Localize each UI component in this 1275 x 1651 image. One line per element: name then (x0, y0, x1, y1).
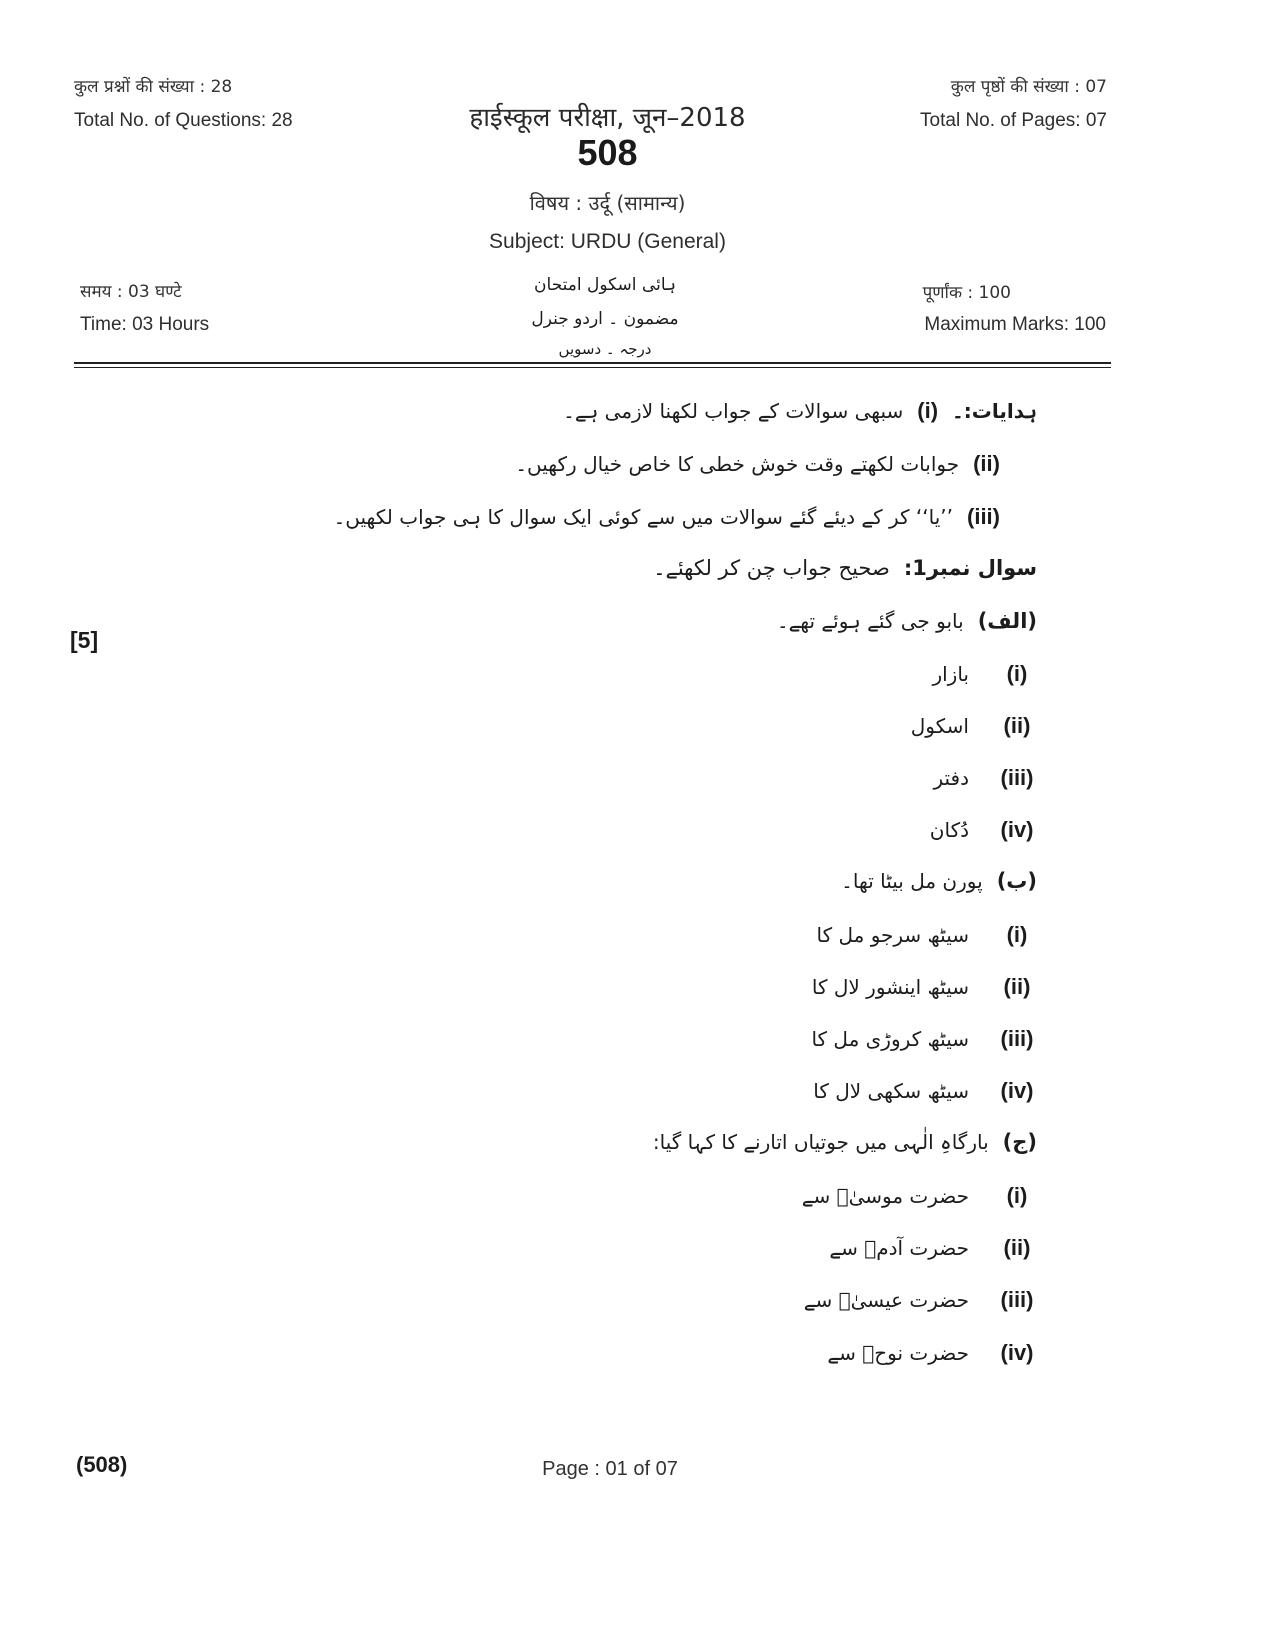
header-rule-bottom (74, 367, 1111, 368)
option-text: سیٹھ سکھی لال کا (813, 1079, 969, 1103)
total-questions-hindi: कुल प्रश्नों की संख्या : 28 (74, 77, 233, 97)
part-text: بارگاہِ الٰہی میں جوتیاں اتارنے کا کہا گیا: (652, 1130, 989, 1154)
page-number: Page : 01 of 07 (542, 1458, 678, 1480)
option-text: حضرت آدمؑ سے (829, 1236, 969, 1260)
instruction-number: (ii) (973, 451, 1000, 476)
header-rule-top (74, 362, 1111, 364)
option-number: (i) (1006, 1183, 1028, 1208)
option-text: سیٹھ سرجو مل کا (816, 923, 969, 947)
option-number: (iv) (1000, 817, 1034, 842)
part-label: (ج) (1002, 1130, 1037, 1154)
part-alif-heading (777, 609, 1037, 633)
question-number: سوال نمبر1: (903, 556, 1037, 580)
part-label: (الف) (977, 609, 1037, 633)
question-1-heading (653, 556, 1037, 580)
option-text: حضرت نوحؑ سے (827, 1341, 969, 1365)
option-number: (ii) (1003, 713, 1031, 738)
option-row (829, 1235, 1037, 1261)
instruction-text: ’’یا‘‘ کر کے دیئے گئے سوالات میں سے کوئی ایک سوال کا ہی جواب لکھیں۔ (333, 505, 953, 529)
option-row (932, 661, 1037, 687)
option-number: (iii) (1000, 765, 1034, 790)
instruction-number: (i) (917, 398, 939, 423)
option-number: (i) (1006, 922, 1028, 947)
urdu-subject: مضمون ۔ اردو جنرل (531, 309, 679, 329)
total-pages-english: Total No. of Pages: 07 (920, 110, 1107, 131)
total-questions-english: Total No. of Questions: 28 (74, 110, 293, 131)
option-row (930, 817, 1037, 843)
option-row (811, 1026, 1037, 1052)
option-number: (iii) (1000, 1026, 1034, 1051)
option-row (911, 713, 1037, 739)
instruction-row-1 (563, 398, 1037, 424)
paper-code: 508 (577, 132, 638, 173)
option-text: بازار (932, 662, 969, 686)
urdu-class: درجہ ۔ دسویں (558, 340, 652, 358)
option-number: (iii) (1000, 1287, 1034, 1312)
option-number: (ii) (1003, 974, 1031, 999)
option-number: (ii) (1003, 1235, 1031, 1260)
instruction-number: (iii) (967, 504, 1000, 529)
option-row (817, 922, 1038, 948)
option-text: سیٹھ اینشور لال کا (811, 975, 969, 999)
subject-hindi: विषय : उर्दू (सामान्य) (529, 191, 686, 215)
option-row (812, 974, 1037, 1000)
question-text: صحیح جواب چن کر لکھئے۔ (653, 556, 890, 580)
marks-hindi: पूर्णांक : 100 (922, 283, 1011, 303)
option-text: اسکول (910, 714, 969, 738)
part-jeem-heading (653, 1130, 1037, 1154)
part-text: پورن مل بیٹا تھا۔ (841, 869, 983, 893)
option-number: (i) (1006, 661, 1028, 686)
option-text: حضرت موسیٰؑ سے (801, 1184, 969, 1208)
time-english: Time: 03 Hours (80, 314, 210, 335)
option-number: (iv) (1000, 1078, 1034, 1103)
option-text: دفتر (933, 766, 969, 790)
subject-english: Subject: URDU (General) (489, 230, 726, 253)
instruction-text: سبھی سوالات کے جواب لکھنا لازمی ہے۔ (563, 399, 904, 423)
option-text: سیٹھ کروڑی مل کا (811, 1027, 969, 1051)
instruction-text: جوابات لکھتے وقت خوش خطی کا خاص خیال رکھیں۔ (515, 452, 960, 476)
part-text: بابو جی گئے ہوئے تھے۔ (776, 609, 964, 633)
part-label: (ب) (996, 869, 1037, 893)
option-row (804, 1287, 1037, 1313)
question-marks: [5] (70, 627, 99, 653)
time-hindi: समय : 03 घण्टे (80, 282, 182, 302)
option-text: دُکان (929, 818, 969, 842)
option-row (802, 1183, 1037, 1209)
option-row (813, 1078, 1037, 1104)
option-row (933, 765, 1037, 791)
option-text: حضرت عیسیٰؑ سے (803, 1288, 969, 1312)
option-row (827, 1340, 1037, 1366)
footer-paper-code: (508) (76, 1452, 128, 1477)
instructions-label: ہدایات:۔ (952, 399, 1037, 423)
instruction-row-2 (515, 451, 1000, 477)
option-number: (iv) (1000, 1340, 1034, 1365)
urdu-exam-title: ہائی اسکول امتحان (534, 275, 676, 295)
part-bay-heading (841, 869, 1037, 893)
exam-title: हाईस्कूल परीक्षा, जून–2018 (469, 103, 746, 133)
instruction-row-3 (334, 504, 1000, 530)
marks-english: Maximum Marks: 100 (924, 314, 1106, 335)
total-pages-hindi: कुल पृष्ठों की संख्या : 07 (950, 77, 1107, 97)
